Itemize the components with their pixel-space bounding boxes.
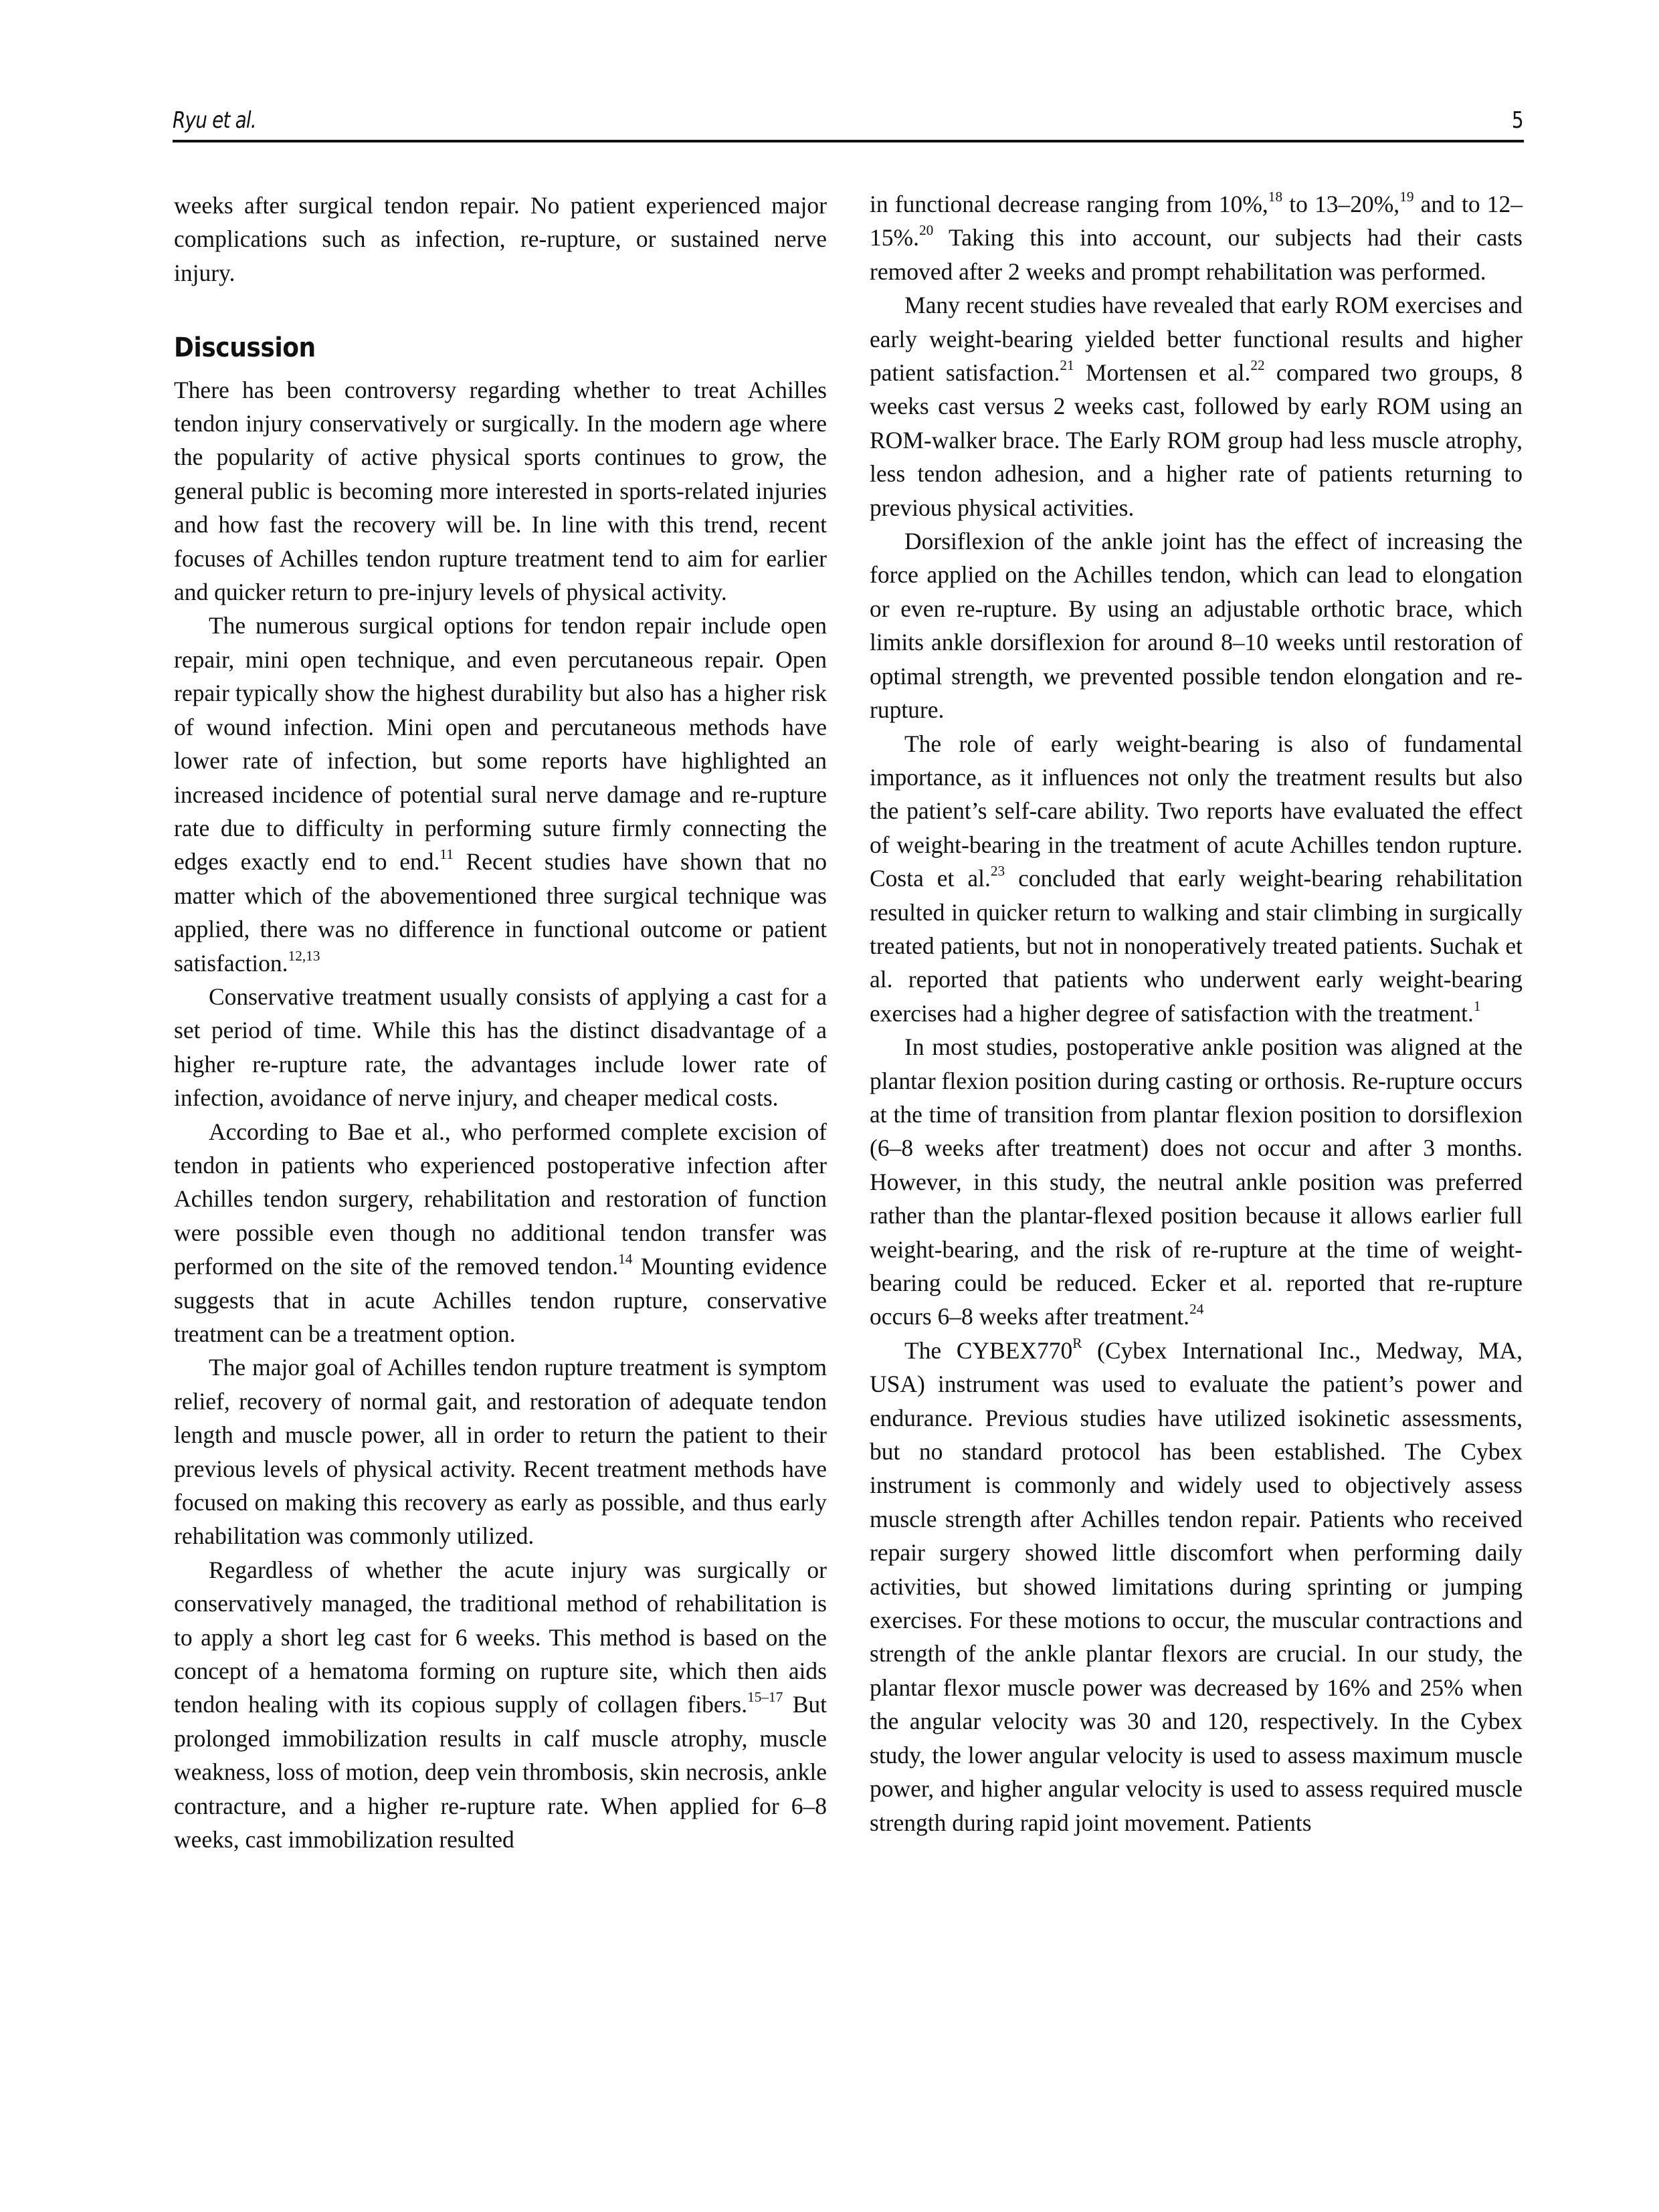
citation: 21 bbox=[1060, 357, 1074, 374]
paragraph bbox=[174, 609, 827, 979]
text: Dorsiflexion of the ankle joint has the effect of increasing the force applied on the Achilles tendon, which can lead to elongation or even re-rupture. By using an adjustable orthotic brace, which limits ankle dorsiflexion for around 8–10 weeks until restoration of optimal strength, we prevented possible tendon elongation and re-rupture. bbox=[870, 528, 1523, 724]
text: to 13–20%, bbox=[1282, 191, 1400, 217]
text: Mortensen et al. bbox=[1074, 359, 1251, 387]
citation: 12,13 bbox=[288, 947, 320, 964]
text: There has been controversy regarding whether to treat Achilles tendon injury conservatively or surgically. In the modern age where the popularity of active physical sports continues to grow, the general public is becoming more interested in sports-related injuries and how fast the recovery will be. In line with this trend, recent focuses of Achilles tendon rupture treatment tend to aim for earlier and quicker return to pre-injury levels of physical activity. bbox=[174, 376, 827, 606]
text: According to Bae et al., who performed complete excision of tendon in patients who experienced postoperative infection after Achilles tendon surgery, rehabilitation and restoration of function were possible even though no additional tendon transfer was performed on the site of the removed tendon. bbox=[174, 1118, 827, 1280]
citation: 15–17 bbox=[747, 1689, 783, 1706]
citation: 23 bbox=[990, 863, 1005, 880]
citation: 14 bbox=[618, 1251, 633, 1268]
citation: 22 bbox=[1250, 357, 1265, 374]
left-column bbox=[174, 189, 827, 1857]
paragraph bbox=[174, 1553, 827, 1857]
paragraph bbox=[870, 1030, 1523, 1334]
paragraph bbox=[174, 189, 827, 290]
page-header bbox=[173, 107, 1524, 142]
citation: 11 bbox=[440, 846, 454, 863]
text: Taking this into account, our subjects had their casts removed after 2 weeks and prompt rehabilitation was performed. bbox=[870, 224, 1523, 285]
paragraph bbox=[174, 373, 827, 609]
paragraph bbox=[870, 1334, 1523, 1839]
paragraph bbox=[174, 1115, 827, 1351]
section-heading-discussion: Discussion bbox=[174, 332, 316, 364]
paragraph bbox=[870, 524, 1523, 726]
text: Mounting evidence suggests that in acute Achilles tendon rupture, conservative treatment can be a treatment option. bbox=[174, 1253, 827, 1347]
citation: 24 bbox=[1189, 1301, 1204, 1318]
text: The numerous surgical options for tendon repair include open repair, mini open technique, and even percutaneous repair. Open repair typically show the highest durability but also has a higher risk of wound infection. Mini open and percutaneous methods have lower rate of infection, but some reports have highlighted an increased incidence of potential sural nerve damage and re-rupture rate due to difficulty in performing suture firmly connecting the edges exactly end to end. bbox=[174, 612, 827, 876]
paragraph bbox=[870, 187, 1523, 288]
citation: 1 bbox=[1473, 997, 1481, 1014]
page-number: 5 bbox=[1512, 107, 1524, 134]
text: The role of early weight-bearing is also of fundamental importance, as it influences not only the treatment results but also the patient’s self-care ability. Two reports have evaluated the effect of weight-bearing in the treatment of acute Achilles tendon rupture. Costa et al. bbox=[870, 730, 1523, 892]
text: weeks after surgical tendon repair. No patient experienced major complications such as infection, re-rupture, or sustained nerve injury. bbox=[174, 192, 827, 286]
text: The CYBEX770 bbox=[904, 1336, 1073, 1364]
paragraph bbox=[174, 1350, 827, 1552]
text: in functional decrease ranging from 10%, bbox=[870, 191, 1268, 217]
text: concluded that early weight-bearing rehabilitation resulted in quicker return to walking and stair climbing in surgically treated patients, but not in nonoperatively treated patients. Suchak et al. reported that patients who underwent early weight-bearing exercises had a higher degree of satisfaction with the treatment. bbox=[870, 865, 1523, 1027]
header-rule bbox=[173, 140, 1524, 142]
registered-mark: R bbox=[1072, 1334, 1082, 1351]
text: (Cybex International Inc., Medway, MA, USA) instrument was used to evaluate the patient’s power and endurance. Previous studies have utilized isokinetic assessments, but no standard protocol has been established. The Cybex instrument is commonly and widely used to objectively assess muscle strength after Achilles tendon repair. Patients who received repair surgery showed little discomfort when performing daily activities, but showed limitations during sprinting or jumping exercises. For these motions to occur, the muscular contractions and strength of the ankle plantar flexors are crucial. In our study, the plantar flexor muscle power was decreased by 16% and 25% when the angular velocity was 30 and 120, respectively. In the Cybex study, the lower angular velocity is used to assess maximum muscle power, and higher angular velocity is used to assess required muscle strength during rapid joint movement. Patients bbox=[870, 1336, 1523, 1836]
text: But prolonged immobilization results in calf muscle atrophy, muscle weakness, loss of motion, deep vein thrombosis, skin necrosis, ankle contracture, and a higher re-rupture rate. When applied for 6–8 weeks, cast immobilization resulted bbox=[174, 1691, 827, 1853]
citation: 20 bbox=[918, 222, 934, 239]
paragraph bbox=[870, 288, 1523, 524]
text: and to 12–15%. bbox=[870, 191, 1523, 252]
paragraph bbox=[174, 980, 827, 1115]
text: compared two groups, 8 weeks cast versus 2 weeks cast, followed by early ROM using an ROM-walker brace. The Early ROM group had less muscle atrophy, less tendon adhesion, and a higher rate of patients returning to previous physical activities. bbox=[870, 359, 1523, 521]
citation: 18 bbox=[1268, 189, 1283, 205]
text: Regardless of whether the acute injury was surgically or conservatively managed, the traditional method of rehabilitation is to apply a short leg cast for 6 weeks. This method is based on the concept of a hematoma forming on rupture site, which then aids tendon healing with its copious supply of collagen fibers. bbox=[174, 1556, 827, 1718]
text: The major goal of Achilles tendon rupture treatment is symptom relief, recovery of normal gait, and restoration of adequate tendon length and muscle power, all in order to return the patient to their previous levels of physical activity. Recent treatment methods have focused on making this recovery as early as possible, and thus early rehabilitation was commonly utilized. bbox=[174, 1354, 827, 1550]
paragraph bbox=[870, 727, 1523, 1031]
text: Recent studies have shown that no matter which of the abovementioned three surgical technique was applied, there was no difference in functional outcome or patient satisfaction. bbox=[174, 848, 827, 977]
text: Many recent studies have revealed that early ROM exercises and early weight-bearing yielded better functional results and higher patient satisfaction. bbox=[870, 292, 1523, 387]
right-column bbox=[870, 187, 1523, 1839]
running-head: Ryu et al. bbox=[173, 107, 256, 134]
citation: 19 bbox=[1399, 189, 1414, 205]
text: In most studies, postoperative ankle position was aligned at the plantar flexion position during casting or orthosis. Re-rupture occurs at the time of transition from plantar flexion position to dorsiflexion (6–8 weeks after treatment) does not occur and after 3 months. However, in this study, the neutral ankle position was preferred rather than the plantar-flexed position because it allows earlier full weight-bearing, and the risk of re-rupture at the time of weight-bearing could be reduced. Ecker et al. reported that re-rupture occurs 6–8 weeks after treatment. bbox=[870, 1033, 1523, 1330]
text: Conservative treatment usually consists of applying a cast for a set period of time. While this has the distinct disadvantage of a higher re-rupture rate, the advantages include lower rate of infection, avoidance of nerve injury, and cheaper medical costs. bbox=[174, 983, 827, 1112]
